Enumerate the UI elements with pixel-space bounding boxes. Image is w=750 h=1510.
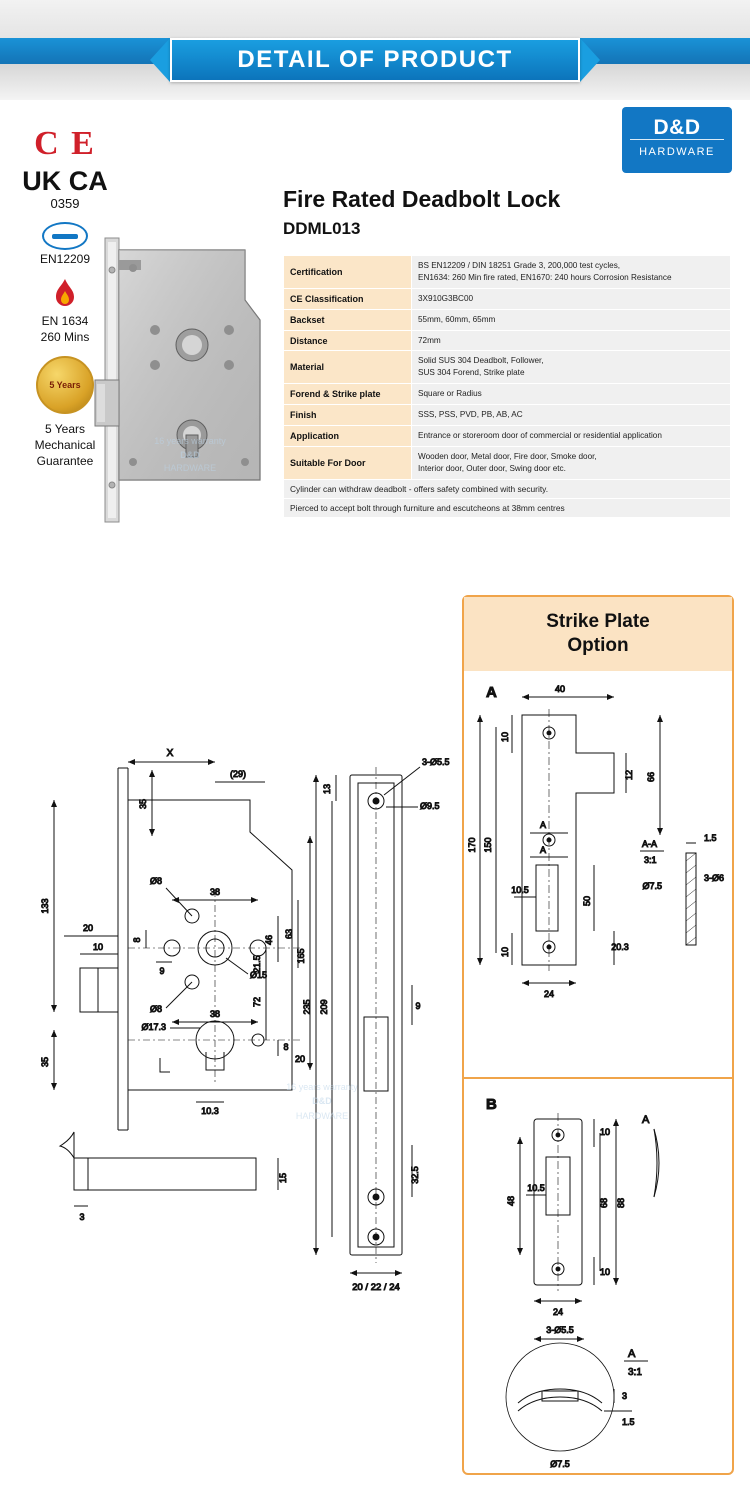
dim-150: 150 [483, 837, 493, 853]
dim-20: 20 [82, 923, 94, 933]
dim-forend-width: 20 / 22 / 24 [352, 1282, 400, 1293]
dim-b-10-bottom: 10 [600, 1267, 611, 1277]
section-mark-a-top: A [540, 820, 547, 830]
dim-63: 63 [284, 928, 294, 940]
flame-icon [50, 278, 80, 312]
dim-10-5: 10.5 [511, 885, 529, 895]
table-row [284, 498, 731, 517]
spec-note: Pierced to accept bolt through furniture and escutcheons at 38mm centres [284, 498, 731, 517]
spec-key: Distance [284, 330, 412, 351]
strike-option-a-drawing [464, 675, 732, 1075]
spec-key: Material [284, 351, 412, 384]
dim-dia-7-5: Ø7.5 [642, 881, 662, 891]
dim-170: 170 [467, 837, 477, 853]
spec-table [283, 255, 731, 518]
dim-66: 66 [646, 771, 656, 783]
page-title: Fire Rated Deadbolt Lock [283, 186, 561, 212]
dim-1-5: 1.5 [704, 833, 717, 843]
dim-46: 46 [264, 934, 274, 946]
strike-option-b-drawing [464, 1085, 732, 1475]
detail-view-label: A [628, 1348, 636, 1360]
brand-name: D&D [653, 116, 701, 139]
dim-235: 235 [302, 999, 312, 1015]
banner-right-arrow [580, 38, 600, 82]
dim-165: 165 [296, 948, 306, 964]
dim-b-dia7-5: Ø7.5 [550, 1459, 570, 1469]
technical-drawings [0, 580, 750, 1510]
spec-value: Solid SUS 304 Deadbolt, Follower, SUS 304 Forend, Strike plate [412, 351, 731, 384]
dim-3-dia5-5: 3-Ø5.5 [422, 757, 450, 767]
spec-value: Wooden door, Metal door, Fire door, Smoke door, Interior door, Outer door, Swing door etc. [412, 446, 731, 479]
banner-left-arrow [150, 38, 170, 82]
dim-dia9-5: Ø9.5 [420, 801, 440, 811]
dim-dia8-top: Ø8 [149, 876, 162, 886]
section-scale-aa: 3:1 [644, 855, 657, 865]
banner-title-box [170, 38, 580, 82]
section-mark-a-bottom: A [540, 845, 547, 855]
spec-key: Certification [284, 256, 412, 289]
table-row [284, 479, 731, 498]
table-row [284, 351, 731, 384]
detail-mark-a: A [642, 1114, 650, 1126]
spec-key: CE Classification [284, 288, 412, 309]
dim-15-flat: 15 [278, 1172, 288, 1184]
strike-plate-option-panel [462, 595, 734, 1475]
en12209-icon [42, 222, 88, 250]
dim-35-top: 35 [138, 798, 148, 810]
spec-value: Square or Radius [412, 384, 731, 405]
spec-key: Application [284, 426, 412, 447]
dim-10: 10 [92, 942, 104, 952]
product-model: DDML013 [283, 219, 361, 238]
dim-13: 13 [322, 783, 332, 795]
en12209-label: EN12209 [39, 251, 91, 266]
dim-dia17-3: Ø17.3 [141, 1022, 166, 1032]
dim-9: 9 [159, 966, 165, 976]
ukca-label: UK CA [22, 166, 108, 196]
dim-b-1-5: 1.5 [622, 1417, 635, 1427]
spec-key: Forend & Strike plate [284, 384, 412, 405]
spec-value: BS EN12209 / DIN 18251 Grade 3, 200,000 test cycles, EN1634: 260 Min fire rated, EN1670: 240 hours Corrosion Resistance [412, 256, 731, 289]
guarantee-seal-icon [36, 356, 94, 414]
section-label-aa: A-A [642, 839, 658, 849]
dim-24: 24 [543, 989, 555, 999]
spec-key: Suitable For Door [284, 446, 412, 479]
strike-panel-divider [464, 1077, 732, 1079]
dim-32-5: 32.5 [410, 1166, 420, 1184]
ukca-number: 0359 [50, 195, 80, 211]
page-header-banner [0, 0, 750, 100]
spec-value: SSS, PSS, PVD, PB, AB, AC [412, 405, 731, 426]
photo-watermark: 16 years warranty D&D HARDWARE [154, 436, 226, 473]
dim-10-top: 10 [500, 731, 510, 743]
dim-8-right: 8 [283, 1042, 289, 1052]
dim-50: 50 [582, 895, 592, 907]
table-row [284, 330, 731, 351]
spec-key: Backset [284, 309, 412, 330]
dim-9-forend: 9 [415, 1001, 421, 1011]
dim-20-3: 20.3 [611, 942, 629, 952]
dim-b-10-top: 10 [600, 1127, 611, 1137]
forend-drawing [300, 745, 480, 1305]
spec-key: Finish [284, 405, 412, 426]
brand-logo [622, 107, 732, 173]
dim-3-dia6: 3-Ø6 [704, 873, 725, 883]
table-row [284, 405, 731, 426]
en1634-label-line1: EN 1634 [41, 313, 89, 328]
spec-value: 72mm [412, 330, 731, 351]
table-row [284, 384, 731, 405]
banner-title: DETAIL OF PRODUCT [237, 46, 513, 73]
dim-b-3: 3 [622, 1391, 628, 1401]
dim-b-88: 88 [616, 1197, 626, 1209]
dim-dia15: Ø15 [250, 970, 268, 980]
strike-option-b-label: B [486, 1096, 497, 1113]
dim-8-left: 8 [132, 937, 142, 943]
detail-view-scale: 3:1 [628, 1367, 642, 1378]
spec-value: 55mm, 60mm, 65mm [412, 309, 731, 330]
dim-b-68: 68 [599, 1197, 609, 1209]
dim-40: 40 [554, 684, 566, 694]
spec-note: Cylinder can withdraw deadbolt - offers safety combined with security. [284, 479, 731, 498]
strike-plate-panel-title: Strike Plate Option [546, 611, 650, 656]
strike-plate-panel-header [464, 597, 732, 671]
table-row [284, 256, 731, 289]
spec-value: Entrance or storeroom door of commercial or residential application [412, 426, 731, 447]
table-row [284, 426, 731, 447]
dim-dia8-bottom: Ø8 [149, 1004, 162, 1014]
dim-133: 133 [40, 898, 50, 914]
dim-209: 209 [319, 999, 329, 1015]
product-photo [95, 230, 275, 530]
dim-10-bottom: 10 [500, 946, 510, 958]
table-row [284, 309, 731, 330]
guarantee-seal-years: 5 Years [49, 379, 81, 390]
guarantee-text: 5 Years Mechanical Guarantee [34, 421, 96, 469]
table-row [284, 288, 731, 309]
en1634-label-line2: 260 Mins [40, 329, 90, 344]
dim-b-24: 24 [552, 1307, 564, 1317]
dim-38-top: 38 [209, 887, 221, 897]
dim-29: (29) [229, 769, 247, 779]
spec-value: 3X910G3BC00 [412, 288, 731, 309]
table-row [284, 446, 731, 479]
dim-21-5: 21.5 [252, 955, 262, 973]
ce-mark-icon: C E [34, 125, 96, 162]
dim-35-bottom: 35 [40, 1056, 50, 1068]
dim-12: 12 [624, 769, 634, 781]
dim-3-flat: 3 [79, 1212, 85, 1222]
ukca-mark-icon [0, 166, 130, 211]
dim-20-right: 20 [294, 1054, 306, 1064]
dim-x: X [166, 748, 174, 759]
dim-b-48: 48 [506, 1195, 516, 1207]
brand-subtitle: HARDWARE [639, 146, 715, 158]
dim-72: 72 [252, 996, 262, 1008]
dim-b-10-5: 10.5 [527, 1183, 545, 1193]
dim-b-3dia55: 3-Ø5.5 [546, 1325, 574, 1335]
dim-38-bottom: 38 [209, 1009, 221, 1019]
strike-option-a-label: A [486, 684, 497, 701]
dim-10-3: 10.3 [201, 1106, 219, 1116]
drawing-watermark: 16 years warranty D&D HARDWARE [286, 1082, 358, 1121]
